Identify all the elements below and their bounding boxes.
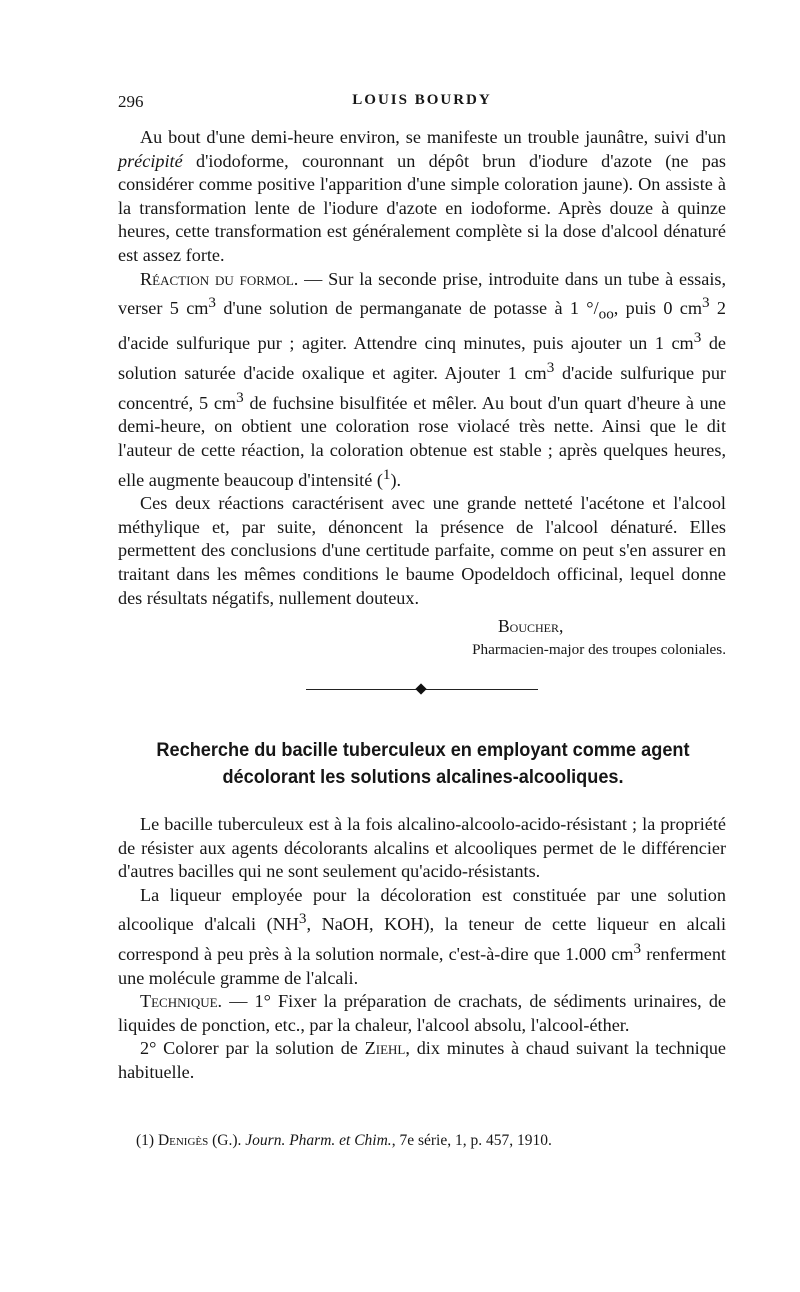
- paragraph-formol-reaction: Réaction du formol. — Sur la seconde prise, introduite dans un tube à essais, verser 5 $cm^3$ d'une solution de permanganate de potasse à 1 $^\circ/_{oo}$, puis 0 $cm^3$ 2 d'acide sulfurique pur ; agiter. Attendre cinq minutes, puis ajouter un 1 $cm^3$ de solution saturée d'acide oxalique et agiter. Ajouter 1 $cm^3$ d'acide sulfurique pur concentré, 5 $cm^3$ de fuchsine bisulfitée et mêler. Au bout d'un quart d'heure à une demi-heure, on obtient une coloration rose violacé très nette. Ainsi que le dit l'auteur de cette réaction, la coloration obtenue est stable ; après quelques heures, elle augmente beaucoup d'intensité ($^1$).: [118, 268, 727, 490]
- subheading-technique: Technique.: [140, 991, 223, 1012]
- paragraph-liquor: La liqueur employée pour la décoloration est constituée par une solution alcoolique d'alcali ($NH^3$, NaOH, KOH), la teneur de cette liqueur en alcali correspond à peu près à la solution normale, c'est-à-dire que 1.000 $cm^3$ renferment une molécule gramme de l'alcali.: [118, 884, 726, 988]
- title-line-2: décolorant les solutions alcalines-alcooliques.: [222, 766, 624, 788]
- article-title: [132, 737, 714, 791]
- paragraph-iodoform: Au bout d'une demi-heure environ, se manifeste un trouble jaunâtre, suivi d'un précipité d'iodoforme, couronnant un dépôt brun d'iodure d'azote (ne pas considérer comme positive l'apparition d'une simple coloration jaune). On assiste à la transformation lente de l'iodure d'azote en iodoforme. Après douze à quinze heures, cette transformation est généralement complète si la dose d'alcool dénaturé est assez forte.: [118, 127, 726, 265]
- divider-diamond-ornament: [415, 683, 426, 694]
- title-line-1: Recherche du bacille tuberculeux en employant comme agent: [156, 739, 690, 761]
- subheading-formol: Réaction du formol.: [140, 268, 299, 289]
- paragraph-staining: 2° Colorer par la solution de Ziehl, dix minutes à chaud suivant la technique habituelle.: [118, 1038, 726, 1083]
- section-1-body: [118, 126, 726, 610]
- author-title: Pharmacien-major des troupes coloniales.: [472, 641, 726, 658]
- footnote: (1) Denigès (G.). Journ. Pharm. et Chim., 7e série, 1, p. 457, 1910.: [136, 1132, 552, 1149]
- paragraph-bacillus: Le bacille tuberculeux est à la fois alcalino-alcoolo-acido-résistant ; la propriété de résister aux agents décolorants alcalins et alcooliques permet de le différencier d'autres bacilles qui ne sont seulement qu'acido-résistants.: [118, 814, 726, 882]
- running-title: LOUIS BOURDY: [352, 92, 492, 108]
- page-header: [118, 92, 726, 116]
- paragraph-technique: Technique. — 1° Fixer la préparation de crachats, de sédiments urinaires, de liquides de ponction, etc., par la chaleur, l'alcool absolu, l'alcool-éther.: [118, 991, 726, 1035]
- footnote-reference: 1: [382, 465, 391, 483]
- paragraph-conclusion: Ces deux réactions caractérisent avec une grande netteté l'acétone et l'alcool méthylique et, par suite, dénoncent la présence de l'alcool dénaturé. Elles permettent des conclusions d'une certitude parfaite, comme on peut s'en assurer en traitant dans les mêmes conditions le baume Opodeldoch officinal, lequel donne des résultats négatifs, nullement douteux.: [118, 493, 726, 608]
- page-number: 296: [118, 92, 144, 111]
- author-signature: Boucher,: [498, 616, 564, 636]
- section-2-body: [118, 813, 726, 1085]
